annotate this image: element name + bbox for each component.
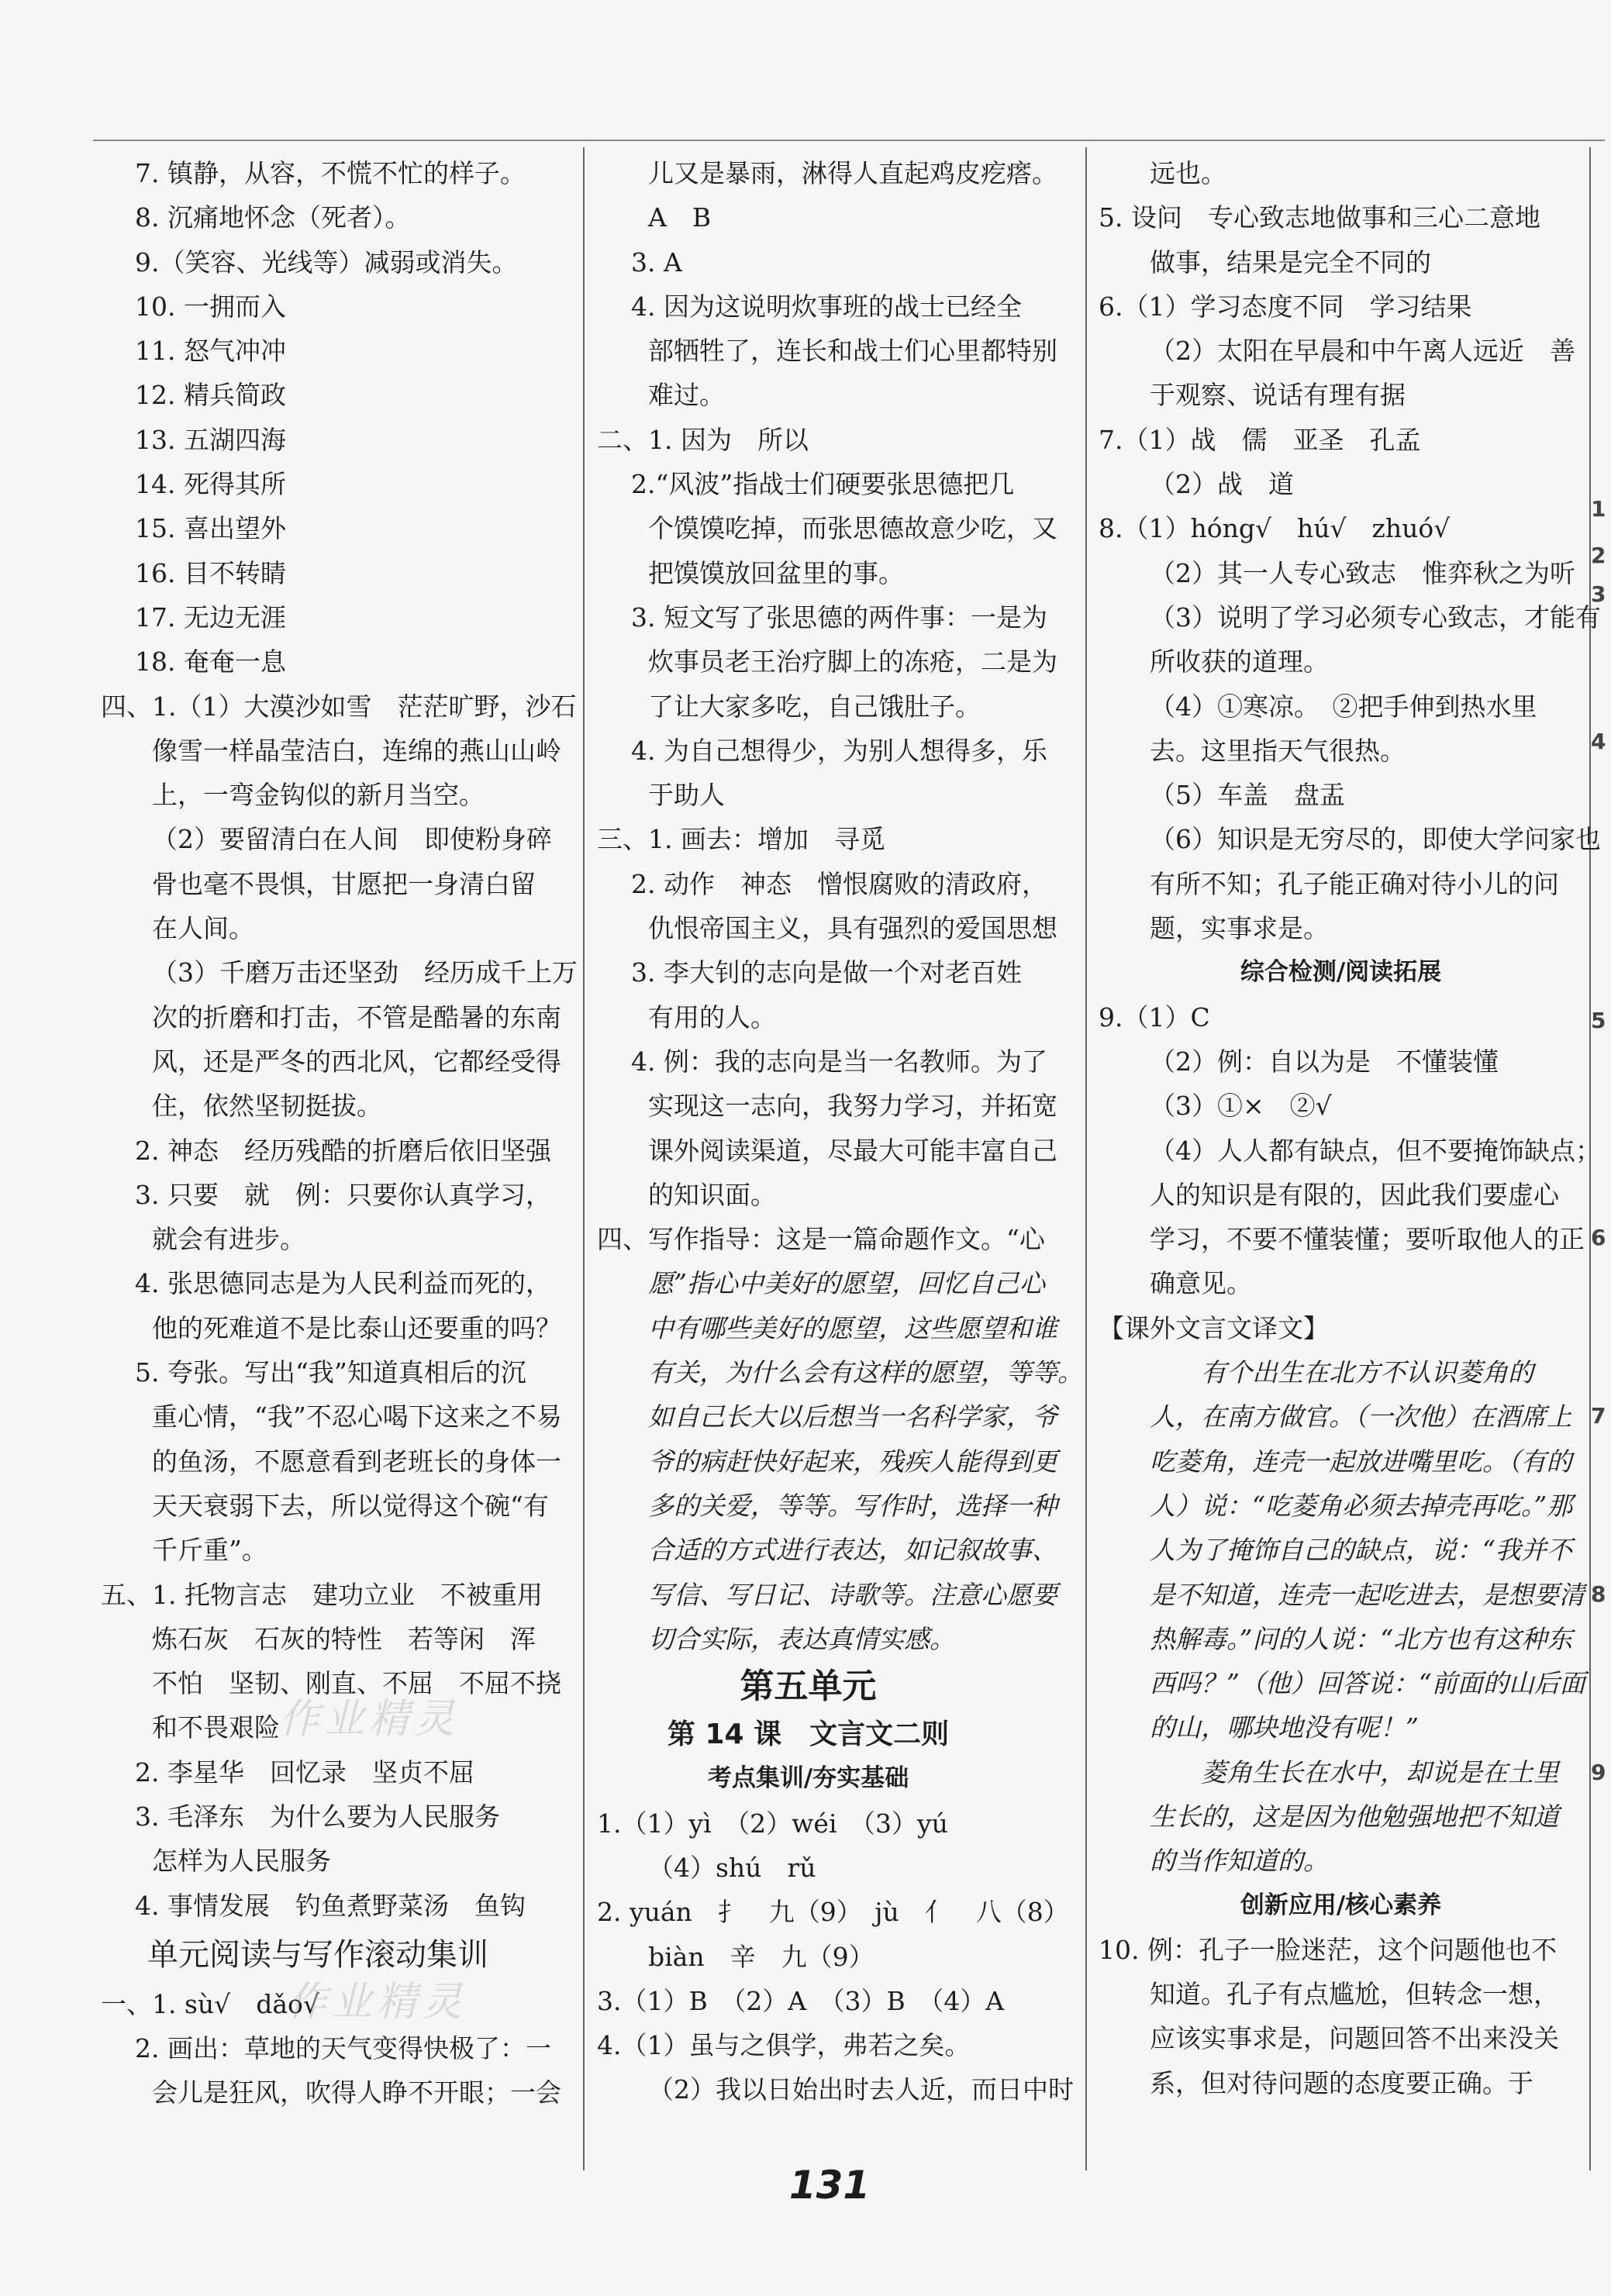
answer-line: 就会有进步。 — [152, 1224, 305, 1255]
section-heading: 单元阅读与写作滚动集训 — [147, 1936, 488, 1973]
answer-line: 愿”指心中美好的愿望，回忆自己心 — [648, 1268, 1045, 1299]
answer-line: 天天衰弱下去，所以觉得这个碗“有 — [152, 1490, 549, 1521]
answer-line: 2. 动作 神态 憎恨腐败的清政府， — [631, 868, 1047, 899]
answer-line: 10. 例：孔子一脸迷茫，这个问题他也不 — [1099, 1934, 1557, 1965]
top-rule — [93, 140, 1605, 141]
answer-line: 重心情，“我”不忍心喝下这来之不易 — [152, 1401, 562, 1432]
answer-line: 2. 画出：草地的天气变得快极了：一 — [135, 2033, 551, 2064]
answer-line: 把馍馍放回盆里的事。 — [648, 557, 904, 588]
edge-char: 9 — [1591, 1760, 1606, 1785]
answer-line: 3. 毛泽东 为什么要为人民服务 — [135, 1801, 500, 1832]
answer-line: 人的知识是有限的，因此我们要虚心 — [1150, 1179, 1559, 1210]
answer-line: 题，实事求是。 — [1150, 913, 1329, 944]
answer-line: 17. 无边无涯 — [135, 602, 286, 633]
answer-line: 热解毒。”问的人说：“北方也有这种东 — [1150, 1623, 1573, 1654]
answer-line: （2）战 道 — [1150, 469, 1294, 500]
answer-line: 切合实际，表达真情实感。 — [648, 1623, 955, 1654]
answer-line: （2）要留清白在人间 即使粉身碎 — [152, 824, 552, 855]
answer-line: 2. 李星华 回忆录 坚贞不屈 — [135, 1756, 474, 1788]
answer-line: 中有哪些美好的愿望，这些愿望和谁 — [648, 1312, 1057, 1343]
answer-line: 2.“风波”指战士们硬要张思德把几 — [631, 469, 1015, 500]
answer-line: 会儿是狂风，吹得人睁不开眼；一会 — [152, 2077, 561, 2108]
answer-line: 菱角生长在水中，却说是在土里 — [1150, 1756, 1559, 1788]
answer-line: 有用的人。 — [648, 1001, 776, 1033]
answer-column-1 — [101, 151, 578, 2115]
answer-line: 8. 沉痛地怀念（死者）。 — [135, 202, 411, 233]
edge-char: 4 — [1591, 729, 1606, 754]
answer-line: 实现这一志向，我努力学习，并拓宽 — [648, 1091, 1057, 1122]
answer-line: 4. 例：我的志向是当一名教师。为了 — [631, 1046, 1047, 1077]
answer-line: 仇恨帝国主义，具有强烈的爱国思想 — [648, 913, 1057, 944]
answer-line: 人，在南方做官。（一次他）在酒席上 — [1150, 1401, 1572, 1432]
answer-line: 学习，不要不懂装懂；要听取他人的正 — [1150, 1224, 1585, 1255]
answer-line: 3. A — [631, 246, 682, 278]
answer-line: 去。这里指天气很热。 — [1150, 735, 1406, 766]
answer-line: （2）其一人专心致志 惟弈秋之为听 — [1150, 557, 1575, 588]
answer-line: 有关，为什么会有这样的愿望，等等。 — [648, 1357, 1083, 1388]
answer-line: （4）人人都有缺点，但不要掩饰缺点； — [1150, 1135, 1601, 1166]
edge-char: 6 — [1591, 1225, 1606, 1250]
answer-line: 部牺牲了，连长和战士们心里都特别 — [648, 336, 1057, 367]
answer-line: 3. 短文写了张思德的两件事：一是为 — [631, 602, 1047, 633]
answer-line: 西吗？”（他）回答说：“前面的山后面 — [1150, 1668, 1585, 1699]
answer-line: 有所不知；孔子能正确对待小儿的问 — [1150, 868, 1559, 899]
answer-line: （5）车盖 盘盂 — [1150, 780, 1345, 811]
answer-line: （4）shú rǔ — [648, 1852, 816, 1883]
answer-line: 五、1. 托物言志 建功立业 不被重用 — [101, 1579, 543, 1610]
answer-line: 的山，哪块地没有呢！” — [1150, 1712, 1419, 1743]
answer-line: 确意见。 — [1150, 1268, 1252, 1299]
answer-line: 一、1. sù√ dǎo√ — [101, 1988, 319, 2019]
answer-line: 应该实事求是，问题回答不出来没关 — [1150, 2023, 1559, 2054]
answer-line: 5. 夸张。写出“我”知道真相后的沉 — [135, 1357, 526, 1388]
answer-line: 个馍馍吃掉，而张思德故意少吃，又 — [648, 513, 1057, 544]
answer-line: 远也。 — [1150, 158, 1226, 188]
column-divider-1 — [583, 147, 585, 2170]
answer-line: A B — [648, 202, 712, 233]
answer-line: 骨也毫不畏惧，甘愿把一身清白留 — [152, 868, 536, 899]
answer-line: 人为了掩饰自己的缺点，说：“我并不 — [1150, 1535, 1572, 1566]
answer-line: 16. 目不转睛 — [135, 557, 286, 588]
answer-line: 四、1.（1）大漠沙如雪 茫茫旷野，沙石 — [101, 691, 577, 722]
answer-line: 9.（笑容、光线等）减弱或消失。 — [135, 246, 518, 278]
answer-line: 不怕 坚韧、刚直、不屈 不屈不挠 — [152, 1668, 561, 1699]
answer-line: 于助人 — [648, 780, 725, 811]
edge-char: 2 — [1591, 543, 1606, 568]
answer-line: 13. 五湖四海 — [135, 424, 286, 455]
answer-line: 4. 为自己想得少，为别人想得多，乐 — [631, 735, 1047, 766]
answer-line: 怎样为人民服务 — [152, 1846, 331, 1877]
answer-line: 人）说：“吃菱角必须去掉壳再吃。”那 — [1150, 1490, 1573, 1521]
answer-line: 写信、写日记、诗歌等。注意心愿要 — [648, 1579, 1057, 1610]
answer-line: 上，一弯金钩似的新月当空。 — [152, 780, 485, 811]
answer-line: 2. 神态 经历残酷的折磨后依旧坚强 — [135, 1135, 551, 1166]
answer-line: 合适的方式进行表达，如记叙故事、 — [648, 1535, 1057, 1566]
answer-line: 于观察、说话有理有据 — [1150, 380, 1406, 411]
answer-line: 1.（1）yì （2）wéi （3）yú — [597, 1808, 948, 1839]
answer-line: 11. 怒气冲冲 — [135, 336, 286, 367]
answer-line: （6）知识是无穷尽的，即使大学问家也 — [1150, 824, 1601, 855]
answer-line: 3. 李大钊的志向是做一个对老百姓 — [631, 957, 1022, 988]
answer-line: 爷的病赶快好起来，残疾人能得到更 — [648, 1446, 1057, 1477]
answer-line: 8.（1）hóng√ hú√ zhuó√ — [1099, 513, 1451, 544]
answer-line: 4. 因为这说明炊事班的战士已经全 — [631, 291, 1022, 322]
answer-line: 二、1. 因为 所以 — [597, 424, 809, 455]
column-divider-2 — [1085, 147, 1087, 2170]
answer-line: 住，依然坚韧挺拔。 — [152, 1091, 382, 1122]
section-heading: 第 14 课 文言文二则 — [667, 1719, 950, 1751]
answer-line: 7.（1）战 儒 亚圣 孔孟 — [1099, 424, 1421, 455]
answer-line: 像雪一样晶莹洁白，连绵的燕山山岭 — [152, 735, 561, 766]
page-number: 131 — [788, 2163, 871, 2208]
answer-line: 3. 只要 就 例：只要你认真学习， — [135, 1179, 551, 1210]
answer-line: 四、写作指导：这是一篇命题作文。“心 — [597, 1224, 1045, 1255]
answer-line: 做事，结果是完全不同的 — [1150, 246, 1431, 278]
answer-line: 的知识面。 — [648, 1179, 776, 1210]
answer-line: 5. 设问 专心致志地做事和三心二意地 — [1099, 202, 1540, 233]
edge-char: 1 — [1591, 496, 1606, 522]
edge-char: 5 — [1591, 1008, 1606, 1033]
watermark: 作业精灵 — [287, 1979, 467, 2025]
answer-line: （3）千磨万击还坚劲 经历成千上万 — [152, 957, 578, 988]
answer-line: 4.（1）虽与之俱学，弗若之矣。 — [597, 2030, 971, 2061]
answer-line: 生长的，这是因为他勉强地把不知道 — [1150, 1801, 1559, 1832]
answer-line: （2）太阳在早晨和中午离人远近 善 — [1150, 336, 1575, 367]
answer-line: 和不畏艰险 — [152, 1712, 280, 1743]
answer-line: 三、1. 画去：增加 寻觅 — [597, 824, 885, 855]
answer-line: 课外阅读渠道，尽最大可能丰富自己 — [648, 1135, 1057, 1166]
answer-line: 他的死难道不是比泰山还要重的吗？ — [152, 1312, 561, 1343]
answer-line: （3）说明了学习必须专心致志，才能有 — [1150, 602, 1601, 633]
answer-line: （4）①寒凉。 ②把手伸到热水里 — [1150, 691, 1537, 722]
section-heading: 创新应用/核心素养 — [1240, 1891, 1442, 1919]
answer-line: 14. 死得其所 — [135, 469, 286, 500]
answer-line: 4. 张思德同志是为人民利益而死的， — [135, 1268, 551, 1299]
edge-char: 3 — [1591, 581, 1606, 607]
answer-line: 有个出生在北方不认识菱角的 — [1150, 1357, 1533, 1388]
edge-char: 7 — [1591, 1403, 1606, 1429]
answer-line: 多的关爱，等等。写作时，选择一种 — [648, 1490, 1057, 1521]
answer-line: 10. 一拥而入 — [135, 291, 286, 322]
answer-line: 风，还是严冬的西北风，它都经受得 — [152, 1046, 561, 1077]
answer-line: 吃菱角，连壳一起放进嘴里吃。（有的 — [1150, 1446, 1572, 1477]
section-heading: 综合检测/阅读拓展 — [1240, 958, 1442, 987]
answer-line: 2. yuán 扌 九（9） jù 亻 八（8） — [597, 1897, 1069, 1928]
answer-line: （2）我以日始出时去人近，而日中时 — [648, 2074, 1074, 2105]
answer-line: 如自己长大以后想当一名科学家，爷 — [648, 1401, 1057, 1432]
answer-line: 是不知道，连壳一起吃进去，是想要清 — [1150, 1579, 1585, 1610]
answer-line: 系，但对待问题的态度要正确。于 — [1150, 2067, 1533, 2098]
answer-line: 3.（1）B （2）A （3）B （4）A — [597, 1985, 1005, 2016]
answer-line: 的鱼汤，不愿意看到老班长的身体一 — [152, 1446, 561, 1477]
answer-line: 【课外文言文译文】 — [1099, 1312, 1329, 1343]
section-heading: 第五单元 — [740, 1667, 877, 1707]
answer-line: 次的折磨和打击，不管是酷暑的东南 — [152, 1001, 561, 1033]
answer-line: 18. 奄奄一息 — [135, 646, 286, 677]
answer-line: 4. 事情发展 钓鱼煮野菜汤 鱼钩 — [135, 1890, 526, 1921]
answer-line: 难过。 — [648, 380, 725, 411]
answer-line: 在人间。 — [152, 913, 254, 944]
answer-line: 所收获的道理。 — [1150, 646, 1329, 677]
section-heading: 考点集训/夯实基础 — [707, 1764, 909, 1793]
answer-line: 知道。孔子有点尴尬，但转念一想， — [1150, 1979, 1559, 2010]
answer-line: 炊事员老王治疗脚上的冻疮，二是为 — [648, 646, 1057, 677]
watermark: 作业精灵 — [279, 1696, 460, 1743]
answer-line: 儿又是暴雨，淋得人直起鸡皮疙瘩。 — [648, 158, 1057, 188]
answer-line: 的当作知道的。 — [1150, 1846, 1329, 1877]
answer-line: 9.（1）C — [1099, 1001, 1210, 1033]
edge-char: 8 — [1591, 1581, 1606, 1607]
answer-line: 15. 喜出望外 — [135, 513, 286, 544]
answer-line: 6.（1）学习态度不同 学习结果 — [1099, 291, 1472, 322]
answer-line: 12. 精兵简政 — [135, 380, 286, 411]
answer-line: （2）例：自以为是 不懂装懂 — [1150, 1046, 1499, 1077]
answer-line: 了让大家多吃，自己饿肚子。 — [648, 691, 981, 722]
answer-line: biàn 辛 九（9） — [648, 1941, 874, 1972]
answer-line: 炼石灰 石灰的特性 若等闲 浑 — [152, 1623, 536, 1654]
answer-column-3 — [1099, 151, 1601, 2105]
answer-line: （3）①× ②√ — [1150, 1091, 1332, 1122]
answer-line: 7. 镇静，从容，不慌不忙的样子。 — [135, 158, 526, 188]
answer-column-2 — [597, 151, 1083, 2112]
answer-line: 千斤重”。 — [152, 1535, 267, 1566]
